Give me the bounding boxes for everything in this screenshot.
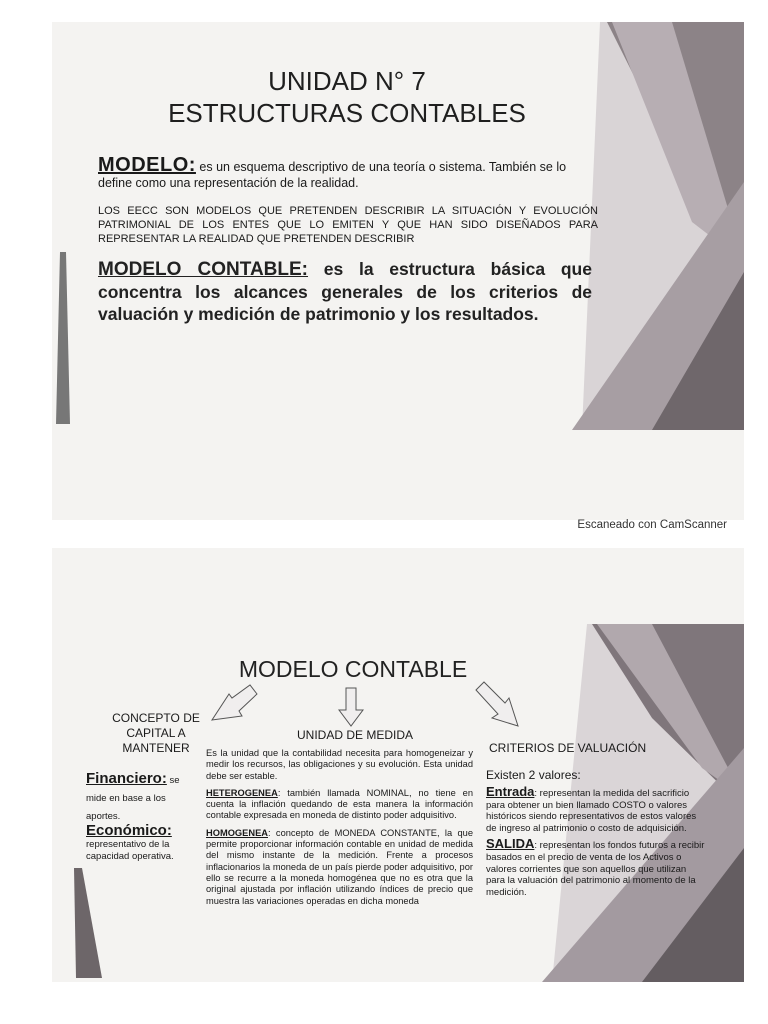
modelo-text: es un esquema descriptivo de una teoría o sistema. También se lo define como una representación de la realidad. [98, 160, 567, 190]
arrow-down-icon [339, 688, 363, 726]
unidad-medida-intro: Es la unidad que la contabilidad necesita para homogeneizar y medir los recursos, las obligaciones y su evolución. Esta unidad debe ser estable. [206, 748, 473, 781]
financiero-text: se mide en base a los aportes. [86, 775, 180, 822]
camscanner-watermark: Escaneado con CamScanner [577, 519, 727, 531]
salida-paragraph [486, 838, 706, 898]
modelo-contable-term: MODELO CONTABLE: [98, 259, 309, 280]
heterogenea-term: HETEROGENEA [206, 787, 278, 798]
slide2-title: MODELO CONTABLE [238, 656, 468, 682]
criterios-body [486, 786, 706, 902]
homogenea-paragraph [206, 828, 473, 907]
heterogenea-text: : también llamada NOMINAL, no tiene en cuenta la inflación quedando de esta manera la información contable expresada en moneda de distinto poder adquisitivo. [206, 787, 473, 821]
slide-modelo-contable [52, 548, 744, 982]
eecc-paragraph: LOS EECC SON MODELOS QUE PRETENDEN DESCRIBIR LA SITUACIÓN Y EVOLUCIÓN PATRIMONIAL DE LOS ENTES QUE LO EMITEN Y QUE HAN SIDO DISEÑADOS PARA REPRESENTAR LA REALIDAD QUE PRETENDEN DESCRIBIR [98, 205, 598, 245]
unidad-medida-heading: UNIDAD DE MEDIDA [296, 728, 413, 742]
economico-term: Económico: [86, 822, 172, 839]
economico-block [86, 822, 198, 863]
financiero-block [86, 770, 196, 824]
arrow-left-icon [212, 685, 257, 720]
modelo-contable-text: es la estructura básica que concentra los alcances generales de los criterios de valuación y medición de patrimonio y los resultados. [98, 259, 592, 324]
salida-term: SALIDA [486, 836, 535, 852]
modelo-term: MODELO: [98, 154, 196, 176]
homogenea-text: : concepto de MONEDA CONSTANTE, la que permite proporcionar información contable en unidad de medida del mismo instante de la medición. Frente a procesos inflacionarios la moneda de un país pierde poder adquisitivo, por ello se recurre a la moneda homogénea que no es otra que la original ajustada por inflación utilizando índices de precio que muestra las variaciones operadas en dicha moneda [206, 827, 473, 906]
entrada-paragraph [486, 786, 706, 834]
homogenea-term: HOMOGENEA [206, 827, 268, 838]
criterios-heading: CRITERIOS DE VALUACIÓN [489, 741, 647, 755]
capital-heading: CONCEPTO DE CAPITAL A MANTENER [112, 711, 200, 755]
economico-text: representativo de la capacidad operativa. [86, 839, 174, 862]
criterios-sub: Existen 2 valores: [486, 768, 581, 782]
heterogenea-paragraph [206, 788, 473, 822]
entrada-text: : representan la medida del sacrificio para obtener un bien llamado COSTO o valores históricos siendo representativos de estos valores de ingreso al patrimonio o costo de adquisición. [486, 788, 697, 834]
unidad-medida-body [206, 748, 473, 913]
modelo-contable-definition [98, 258, 592, 325]
arrow-right-icon [476, 682, 518, 726]
modelo-definition [98, 154, 598, 191]
entrada-term: Entrada [486, 784, 535, 799]
slide1-title-line1: UNIDAD N° 7 [268, 66, 426, 96]
salida-text: : representan los fondos futuros a recibir basados en el precio de venta de los Activos o valores corrientes que son aquellos que utilizan para la valuación del patrimonio al momento de la medición. [486, 840, 705, 898]
financiero-term: Financiero: [86, 770, 167, 787]
slide1-title-line2: ESTRUCTURAS CONTABLES [168, 98, 526, 128]
slide-unidad-7 [52, 22, 744, 520]
